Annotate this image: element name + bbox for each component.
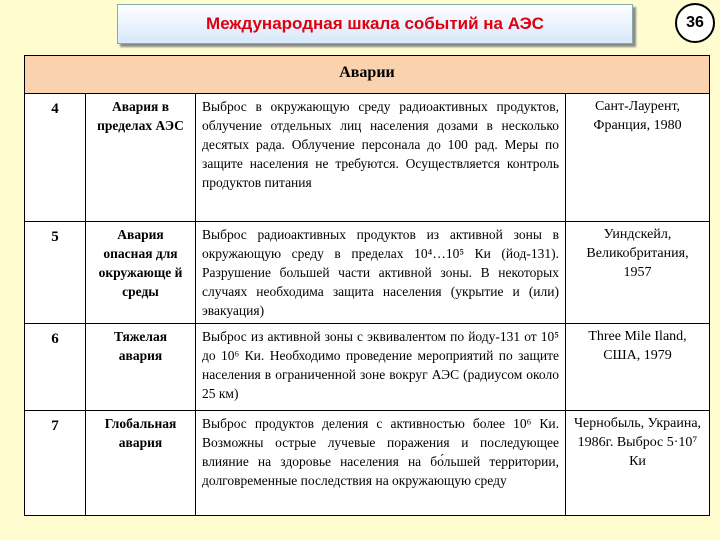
- table-header: Аварии: [25, 56, 710, 94]
- level-cell: 4: [25, 94, 86, 222]
- example-cell: Уиндскейл, Великобритания, 1957: [566, 222, 710, 324]
- description-cell: Выброс в окружающую среду радиоактивных продуктов, облучение отдельных лиц населения дозами в несколько десятых рада. Облучение персонала до 100 рад. Меры по защите населения не требуются. Осуществляется контроль продуктов питания: [196, 94, 566, 222]
- table-header-row: [25, 56, 710, 94]
- name-cell: Авария в пределах АЭС: [86, 94, 196, 222]
- name-cell: Глобальная авария: [86, 411, 196, 516]
- table-row: [25, 411, 710, 516]
- description-cell: Выброс продуктов деления с активностью более 10⁶ Ки. Возможны острые лучевые поражения и последующее влияние на здоровье населения на бо́льшей территории, долговременные последствия на окружающую среду: [196, 411, 566, 516]
- ines-table: [24, 55, 710, 516]
- table-row: [25, 94, 710, 222]
- slide-number: 36: [675, 3, 715, 43]
- name-cell: Тяжелая авария: [86, 324, 196, 411]
- description-cell: Выброс из активной зоны с эквивалентом по йоду-131 от 10⁵ до 10⁶ Ки. Необходимо проведение мероприятий по защите населения в ограниченной зоне вокруг АЭС (радиусом около 25 км): [196, 324, 566, 411]
- example-cell: Three Mile Iland, США, 1979: [566, 324, 710, 411]
- slide-title: Международная шкала событий на АЭС: [206, 14, 544, 33]
- example-cell: Сант-Лаурент, Франция, 1980: [566, 94, 710, 222]
- table-row: [25, 324, 710, 411]
- table-row: [25, 222, 710, 324]
- level-cell: 6: [25, 324, 86, 411]
- level-cell: 7: [25, 411, 86, 516]
- title-box: [117, 4, 633, 44]
- example-cell: Чернобыль, Украина, 1986г. Выброс 5·10⁷ Ки: [566, 411, 710, 516]
- description-cell: Выброс радиоактивных продуктов из активной зоны в окружающую среду в пределах 10⁴…10⁵ Ки (йод-131). Разрушение большей части активной зоны. В некоторых случаях необходима защита населения (укрытие и (или) эвакуация): [196, 222, 566, 324]
- level-cell: 5: [25, 222, 86, 324]
- name-cell: Авария опасная для окружающе й среды: [86, 222, 196, 324]
